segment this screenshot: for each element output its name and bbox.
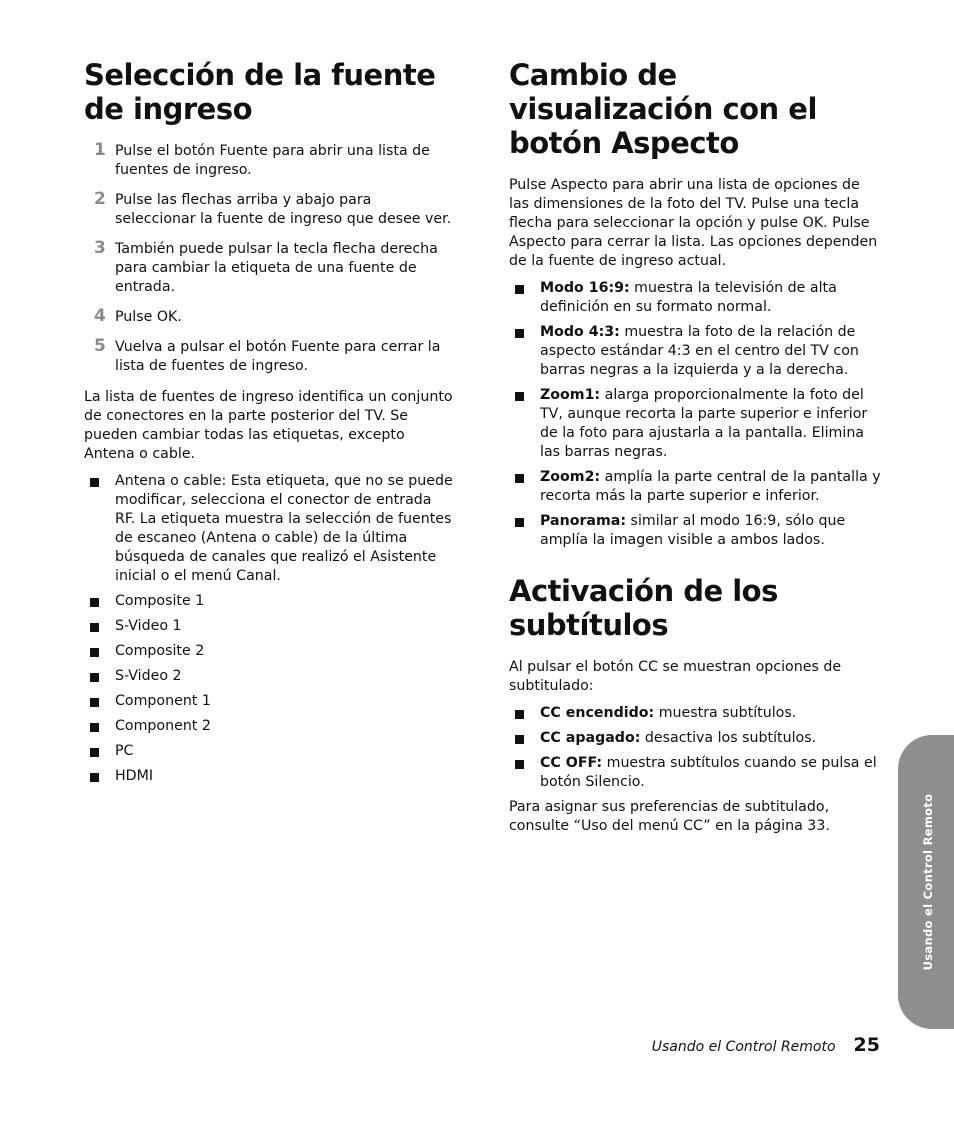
bullet-square-icon <box>90 748 99 757</box>
bullet-square-icon <box>515 760 524 769</box>
step-text: Pulse OK. <box>115 309 182 325</box>
step-item <box>84 308 454 327</box>
page-footer <box>652 1034 880 1056</box>
left-column <box>84 58 454 792</box>
step-text: Pulse las flechas arriba y abajo para seleccionar la fuente de ingreso que desee ver. <box>115 192 452 227</box>
right-column <box>509 58 881 844</box>
source-item <box>84 742 454 761</box>
aspect-paragraph: Pulse Aspecto para abrir una lista de opciones de las dimensiones de la foto del TV. Pulse una tecla flecha para seleccionar la opción y pulse OK. Pulse Aspecto para cerrar la lista. Las opciones dependen de la fuente de ingreso actual. <box>509 177 878 269</box>
aspect-options-list <box>509 279 881 550</box>
source-item <box>84 667 454 686</box>
aspect-option <box>509 386 881 462</box>
option-desc: desactiva los subtítulos. <box>640 730 817 746</box>
heading-aspect: Cambio de visualización con el botón Aspecto <box>509 58 817 160</box>
source-label: S-Video 1 <box>115 618 182 634</box>
step-number: 5 <box>94 336 106 356</box>
step-number: 1 <box>94 140 106 160</box>
option-desc: amplía la parte central de la pantalla y recorta más la parte superior e inferior. <box>540 469 881 504</box>
option-term: Modo 16:9: <box>540 280 630 296</box>
bullet-square-icon <box>90 673 99 682</box>
steps-list <box>84 142 454 376</box>
source-item <box>84 472 454 586</box>
bullet-square-icon <box>90 698 99 707</box>
step-item <box>84 338 454 376</box>
source-label: Composite 2 <box>115 643 205 659</box>
option-desc: muestra subtítulos cuando se pulsa el botón Silencio. <box>540 755 877 790</box>
captions-closing-paragraph: Para asignar sus preferencias de subtitulado, consulte “Uso del menú CC” en la página 33. <box>509 799 830 834</box>
aspect-option <box>509 512 881 550</box>
captions-paragraph: Al pulsar el botón CC se muestran opciones de subtitulado: <box>509 659 842 694</box>
page-number: 25 <box>853 1034 880 1056</box>
option-term: CC apagado: <box>540 730 641 746</box>
caption-option <box>509 704 881 723</box>
bullet-square-icon <box>515 392 524 401</box>
bullet-square-icon <box>515 710 524 719</box>
source-item <box>84 717 454 736</box>
source-label: Component 2 <box>115 718 211 734</box>
option-term: Modo 4:3: <box>540 324 620 340</box>
caption-option <box>509 729 881 748</box>
option-desc: similar al modo 16:9, sólo que amplía la imagen visible a ambos lados. <box>540 513 846 548</box>
source-item <box>84 642 454 661</box>
source-item <box>84 617 454 636</box>
step-text: Vuelva a pulsar el botón Fuente para cerrar la lista de fuentes de ingreso. <box>115 339 441 374</box>
bullet-square-icon <box>515 735 524 744</box>
bullet-square-icon <box>90 478 99 487</box>
aspect-option <box>509 279 881 317</box>
option-term: CC encendido: <box>540 705 655 721</box>
step-item <box>84 240 454 297</box>
option-term: CC OFF: <box>540 755 603 771</box>
source-item <box>84 767 454 786</box>
bullet-square-icon <box>515 518 524 527</box>
aspect-option <box>509 323 881 380</box>
source-item <box>84 592 454 611</box>
bullet-square-icon <box>90 623 99 632</box>
source-label: Composite 1 <box>115 593 205 609</box>
step-text: También puede pulsar la tecla flecha derecha para cambiar la etiqueta de una fuente de entrada. <box>115 241 438 295</box>
caption-option <box>509 754 881 792</box>
bullet-square-icon <box>90 723 99 732</box>
option-term: Zoom1: <box>540 387 601 403</box>
step-text: Pulse el botón Fuente para abrir una lista de fuentes de ingreso. <box>115 143 430 178</box>
bullet-square-icon <box>90 598 99 607</box>
heading-captions: Activación de los subtítulos <box>509 574 778 642</box>
aspect-option <box>509 468 881 506</box>
option-desc: muestra la foto de la relación de aspecto estándar 4:3 en el centro del TV con barras negras a la izquierda y a la derecha. <box>540 324 859 378</box>
captions-options-list <box>509 704 881 792</box>
chapter-tab-label: Usando el Control Remoto <box>921 793 935 971</box>
bullet-square-icon <box>90 773 99 782</box>
source-label: HDMI <box>115 768 154 784</box>
bullet-square-icon <box>515 474 524 483</box>
heading-input-source: Selección de la fuente de ingreso <box>84 58 436 126</box>
sources-list <box>84 472 454 786</box>
option-desc: muestra la televisión de alta definición en su formato normal. <box>540 280 837 315</box>
bullet-square-icon <box>515 329 524 338</box>
step-number: 2 <box>94 189 106 209</box>
step-number: 3 <box>94 238 106 258</box>
option-term: Panorama: <box>540 513 627 529</box>
source-label: S-Video 2 <box>115 668 182 684</box>
footer-chapter-title: Usando el Control Remoto <box>651 1039 836 1055</box>
sources-paragraph: La lista de fuentes de ingreso identifica un conjunto de conectores en la parte posterior del TV. Se pueden cambiar todas las etiquetas, excepto Antena o cable. <box>84 389 453 462</box>
step-item <box>84 142 454 180</box>
source-label: PC <box>115 743 134 759</box>
source-label: Component 1 <box>115 693 211 709</box>
bullet-square-icon <box>90 648 99 657</box>
option-desc: alarga proporcionalmente la foto del TV, aunque recorta la parte superior e inferior de la foto para ajustarla a la pantalla. Elimina las barras negras. <box>540 387 868 460</box>
bullet-square-icon <box>515 285 524 294</box>
source-label: Antena o cable: Esta etiqueta, que no se puede modificar, selecciona el conector de entrada RF. La etiqueta muestra la selección de fuentes de escaneo (Antena o cable) de la última búsqueda de canales que realizó el Asistente inicial o el menú Canal. <box>115 473 453 584</box>
option-term: Zoom2: <box>540 469 601 485</box>
step-item <box>84 191 454 229</box>
source-item <box>84 692 454 711</box>
step-number: 4 <box>94 306 106 326</box>
option-desc: muestra subtítulos. <box>654 705 797 721</box>
